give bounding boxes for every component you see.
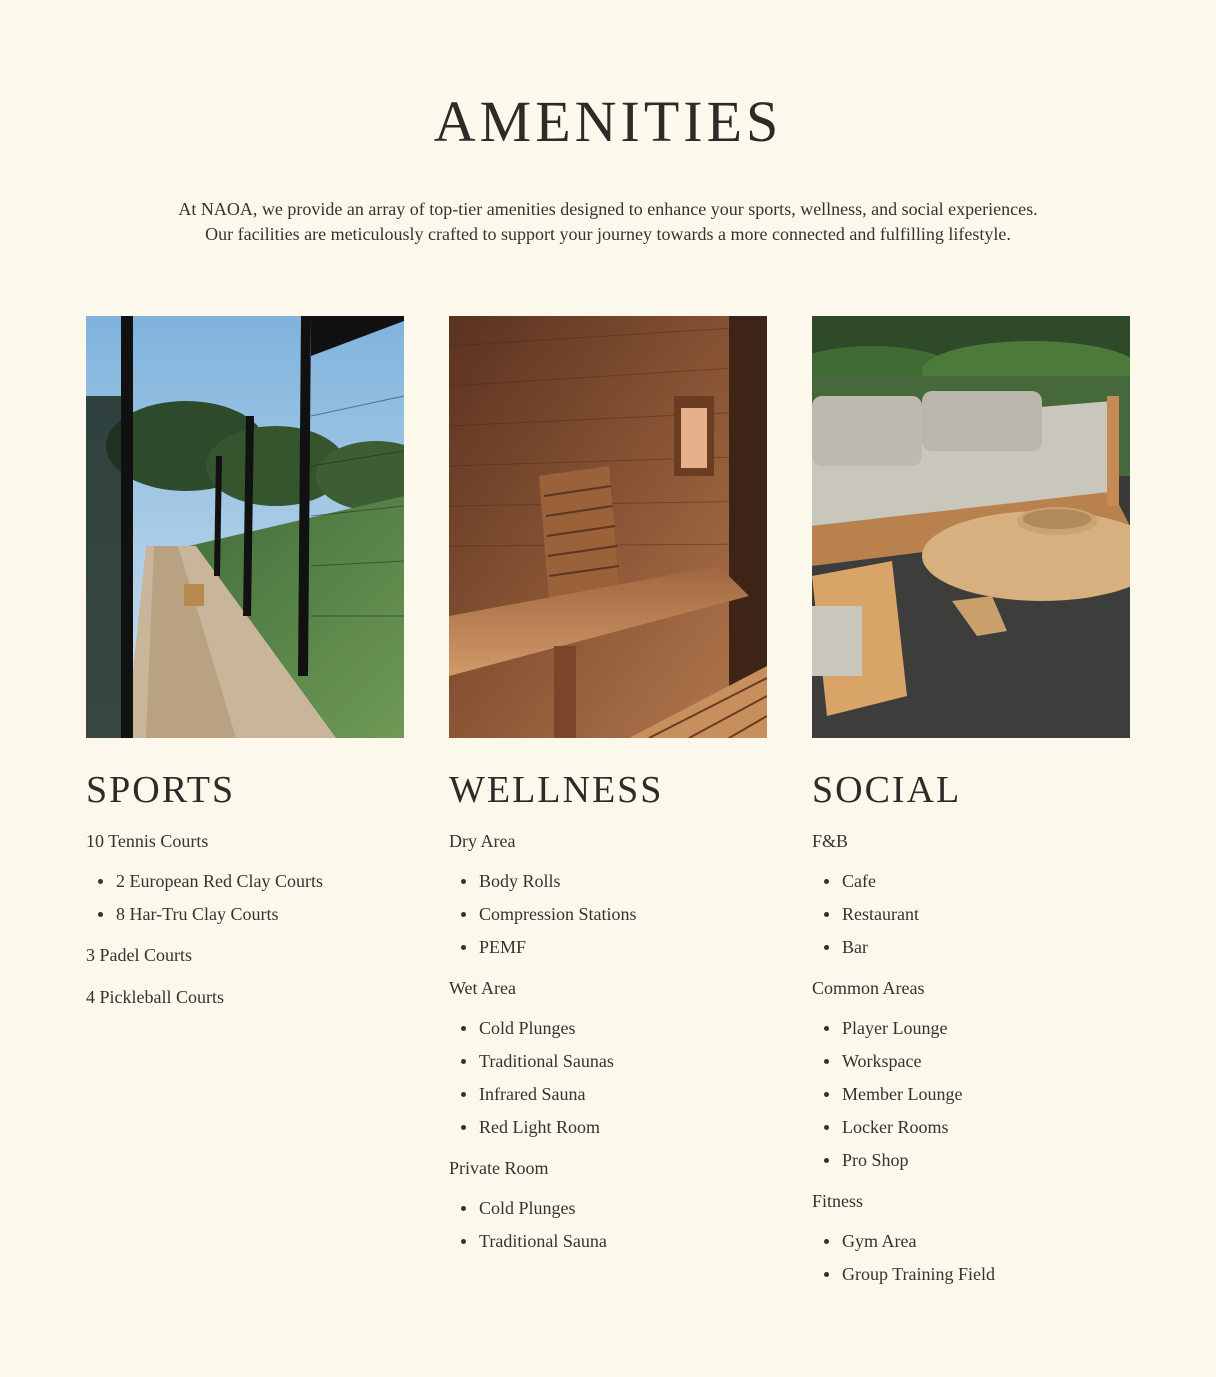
sports-amenities-list <box>86 829 404 1009</box>
list-item: PEMF <box>461 935 767 959</box>
group-label: Wet Area <box>449 978 517 998</box>
tennis-courts-photo <box>86 316 404 738</box>
group-items <box>449 1196 767 1253</box>
group-items <box>449 869 767 959</box>
list-item: Cold Plunges <box>461 1016 767 1040</box>
sauna-photo <box>449 316 767 738</box>
page-title: AMENITIES <box>433 89 783 154</box>
list-item: Body Rolls <box>461 869 767 893</box>
social-amenities-list <box>812 829 1130 1286</box>
group-label: F&B <box>812 831 849 851</box>
group-label: 10 Tennis Courts <box>86 831 209 851</box>
group-label: 4 Pickleball Courts <box>86 987 224 1007</box>
group-label: Fitness <box>812 1191 864 1211</box>
group-items <box>812 869 1130 959</box>
group-label: Dry Area <box>449 831 516 851</box>
social-title: SOCIAL <box>812 769 962 811</box>
list-item: Traditional Sauna <box>461 1229 767 1253</box>
list-item: Locker Rooms <box>824 1115 1130 1139</box>
lounge-photo <box>812 316 1130 738</box>
intro-text: At NAOA, we provide an array of top-tier amenities designed to enhance your sports, wellness, and social experiences. Our facilities are meticulously crafted to support your journey towards a more connected and fulfilling lifestyle. <box>178 199 1038 244</box>
list-item: Red Light Room <box>461 1115 767 1139</box>
list-item: Gym Area <box>824 1229 1130 1253</box>
list-item: Member Lounge <box>824 1082 1130 1106</box>
list-item: Infrared Sauna <box>461 1082 767 1106</box>
list-item: 8 Har-Tru Clay Courts <box>98 902 404 926</box>
wellness-column <box>449 316 767 1270</box>
list-item: Workspace <box>824 1049 1130 1073</box>
list-item: Player Lounge <box>824 1016 1130 1040</box>
social-column <box>812 316 1130 1303</box>
list-item: Pro Shop <box>824 1148 1130 1172</box>
list-item: Traditional Saunas <box>461 1049 767 1073</box>
list-item: Restaurant <box>824 902 1130 926</box>
group-items <box>812 1229 1130 1286</box>
group-items <box>449 1016 767 1139</box>
list-item: 2 European Red Clay Courts <box>98 869 404 893</box>
group-label: Private Room <box>449 1158 549 1178</box>
group-items <box>86 869 404 926</box>
wellness-amenities-list <box>449 829 767 1253</box>
wellness-title: WELLNESS <box>449 769 664 811</box>
group-items <box>812 1016 1130 1172</box>
list-item: Compression Stations <box>461 902 767 926</box>
group-label: Common Areas <box>812 978 925 998</box>
list-item: Group Training Field <box>824 1262 1130 1286</box>
sports-column <box>86 316 404 1027</box>
sports-title: SPORTS <box>86 769 236 811</box>
list-item: Cafe <box>824 869 1130 893</box>
list-item: Cold Plunges <box>461 1196 767 1220</box>
group-label: 3 Padel Courts <box>86 945 192 965</box>
list-item: Bar <box>824 935 1130 959</box>
